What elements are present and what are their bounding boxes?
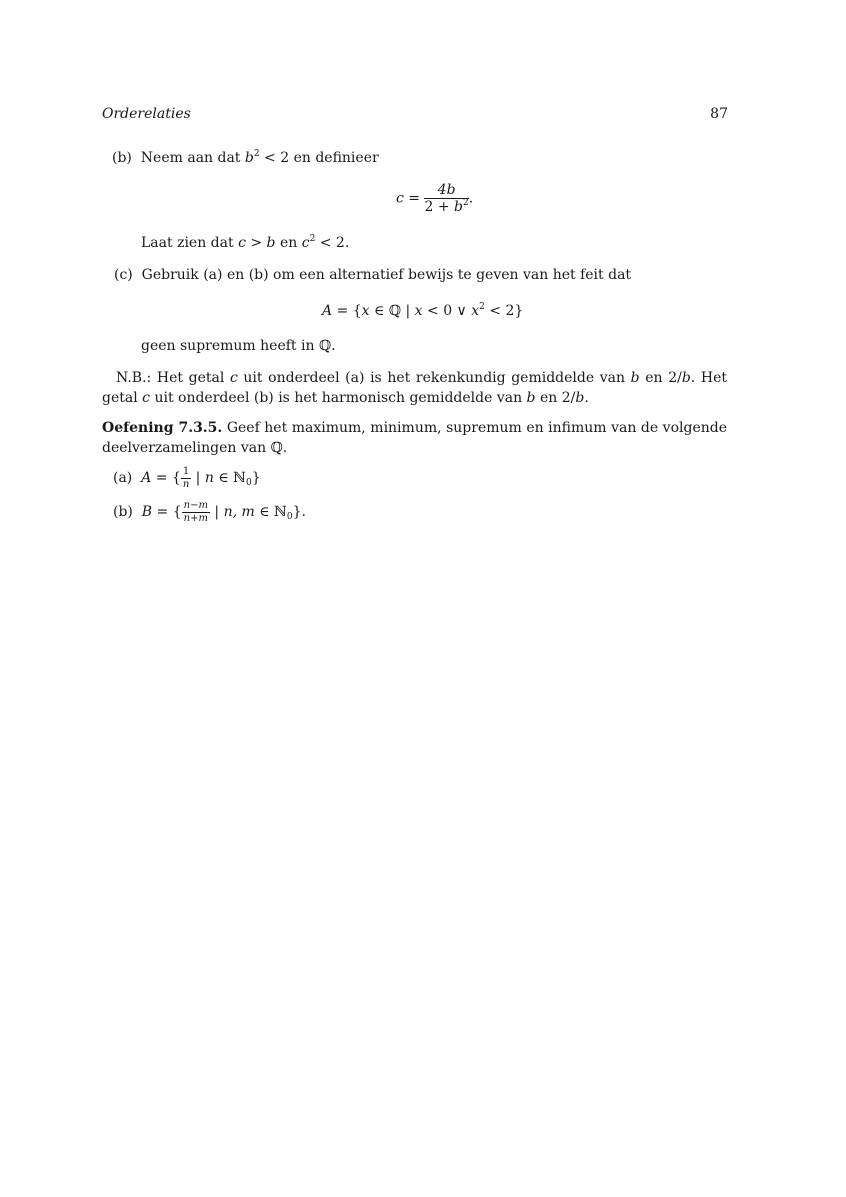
item-b-label: (b) <box>112 150 132 166</box>
item-c-intro: (c) Gebruik (a) en (b) om een alternatief bewijs te geven van het feit dat <box>114 267 632 283</box>
equation-set-A: A = {x ∈ ℚ | x < 0 ∨ $x^2 < 2$} <box>322 302 524 319</box>
item-c-after: geen supremum heeft in ℚ. <box>141 338 336 354</box>
item-c-label: (c) <box>114 267 133 283</box>
exercise-title: Oefening 7.3.5. <box>102 420 223 436</box>
running-header-title: Orderelaties <box>102 106 191 122</box>
fraction-1-over-n: $\frac{1}{n}$ <box>182 466 190 490</box>
exercise-item-a: (a) A = { $\frac{1}{n}$ | n ∈ ℕ$_0$} <box>113 466 261 490</box>
note-paragraph: N.B.: Het getal c uit onderdeel (a) is het rekenkundig gemiddelde van b en 2/b. Het getal c uit onderdeel (b) is het harmonisch gemiddelde van b en 2/b. <box>102 370 727 406</box>
exercise-item-a-label: (a) <box>113 470 133 486</box>
exercise-item-b: (b) B = { $\frac{n-m}{n+m}$ | n, m ∈ ℕ$_0$}. <box>113 500 306 524</box>
fraction-n-minus-m-over-n-plus-m: $\frac{n-m}{n+m}$ <box>183 500 208 524</box>
fraction-4b: $\frac{4b}{2 + b^2}$ <box>424 182 469 216</box>
page-number: 87 <box>710 106 728 122</box>
item-b-intro: (b) Neem aan dat $b^2 < 2$ en definieer <box>112 149 379 166</box>
exercise-item-b-label: (b) <box>113 504 133 520</box>
item-b-show: Laat zien dat c > b en $c^2 < 2$. <box>141 234 350 251</box>
exercise-paragraph: Oefening 7.3.5. Geef het maximum, minimum, supremum en infimum van de volgende deelverzamelingen van ℚ. <box>102 420 727 456</box>
equation-c: c = $\frac{4b}{2 + b^2}$ . <box>396 182 474 216</box>
